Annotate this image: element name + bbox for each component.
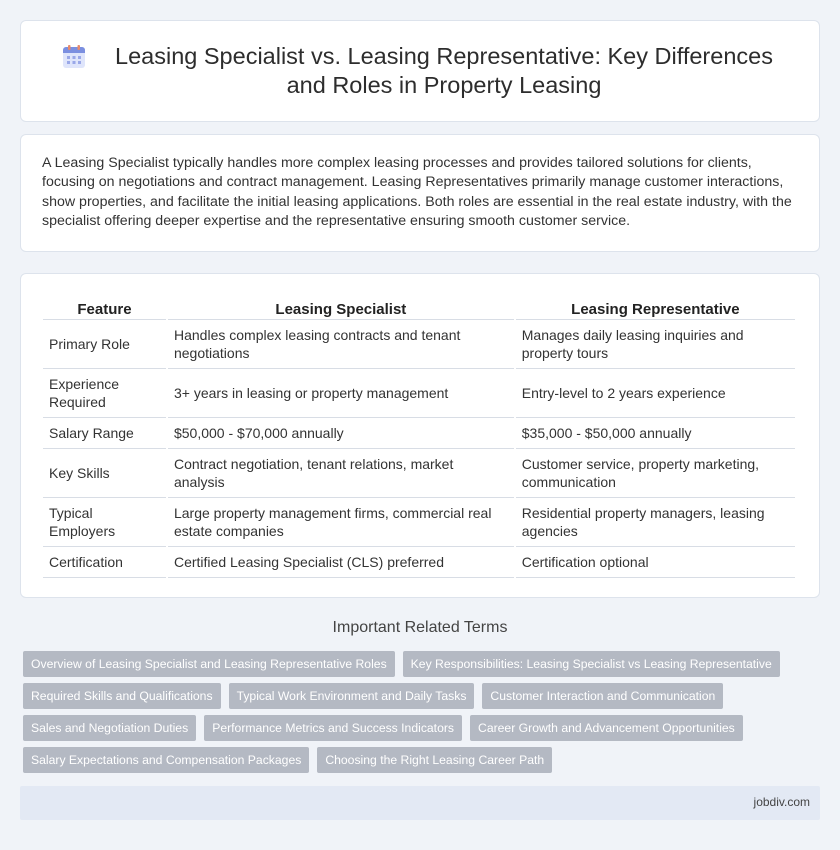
table-row xyxy=(43,449,795,498)
related-term-tag[interactable]: Sales and Negotiation Duties xyxy=(23,715,196,741)
related-term-tag[interactable]: Performance Metrics and Success Indicators xyxy=(204,715,462,741)
row-representative-value: Certification optional xyxy=(516,547,795,578)
row-feature: Typical Employers xyxy=(43,498,166,547)
related-term-tag[interactable]: Salary Expectations and Compensation Packages xyxy=(23,747,309,773)
row-feature: Certification xyxy=(43,547,166,578)
row-representative-value: Customer service, property marketing, communication xyxy=(516,449,795,498)
related-term-tag[interactable]: Typical Work Environment and Daily Tasks xyxy=(229,683,475,709)
row-feature: Primary Role xyxy=(43,320,166,369)
table-row xyxy=(43,320,795,369)
row-feature: Salary Range xyxy=(43,418,166,449)
footer-site-link[interactable]: jobdiv.com xyxy=(753,795,810,809)
related-term-tag[interactable]: Career Growth and Advancement Opportunities xyxy=(470,715,743,741)
header-leasing-representative: Leasing Representative xyxy=(516,296,795,320)
intro-paragraph: A Leasing Specialist typically handles more complex leasing processes and provides tailored solutions for clients, focusing on negotiations and contract management. Leasing Representatives primarily manage customer interactions, show properties, and facilitate the initial leasing applications. Both roles are essential in the real estate industry, with the specialist offering deeper expertise and the representative ensuring smooth customer service. xyxy=(42,155,792,229)
comparison-table xyxy=(41,296,797,578)
related-terms-list xyxy=(23,651,823,773)
related-term-tag[interactable]: Key Responsibilities: Leasing Specialist vs Leasing Representative xyxy=(403,651,780,677)
row-specialist-value: Certified Leasing Specialist (CLS) preferred xyxy=(168,547,514,578)
table-row xyxy=(43,418,795,449)
row-feature: Key Skills xyxy=(43,449,166,498)
header-card xyxy=(20,20,820,122)
row-specialist-value: 3+ years in leasing or property management xyxy=(168,369,514,418)
related-term-tag[interactable]: Overview of Leasing Specialist and Leasing Representative Roles xyxy=(23,651,395,677)
table-row xyxy=(43,369,795,418)
related-term-tag[interactable]: Choosing the Right Leasing Career Path xyxy=(317,747,552,773)
table-row xyxy=(43,498,795,547)
row-feature: Experience Required xyxy=(43,369,166,418)
related-terms-heading: Important Related Terms xyxy=(332,619,508,636)
related-term-tag[interactable]: Customer Interaction and Communication xyxy=(482,683,723,709)
header-feature: Feature xyxy=(43,296,166,320)
row-specialist-value: $50,000 - $70,000 annually xyxy=(168,418,514,449)
row-representative-value: Residential property managers, leasing agencies xyxy=(516,498,795,547)
row-representative-value: Entry-level to 2 years experience xyxy=(516,369,795,418)
row-representative-value: Manages daily leasing inquiries and property tours xyxy=(516,320,795,369)
row-specialist-value: Contract negotiation, tenant relations, market analysis xyxy=(168,449,514,498)
table-row xyxy=(43,547,795,578)
row-representative-value: $35,000 - $50,000 annually xyxy=(516,418,795,449)
comparison-table-card xyxy=(20,273,820,598)
page-title: Leasing Specialist vs. Leasing Representative: Key Differences and Roles in Property Leasing xyxy=(115,43,773,98)
intro-card xyxy=(20,134,820,252)
calendar-icon xyxy=(61,44,87,70)
header-leasing-specialist: Leasing Specialist xyxy=(168,296,514,320)
table-header-row xyxy=(43,296,795,320)
footer-bar xyxy=(20,786,820,820)
row-specialist-value: Large property management firms, commercial real estate companies xyxy=(168,498,514,547)
row-specialist-value: Handles complex leasing contracts and tenant negotiations xyxy=(168,320,514,369)
related-term-tag[interactable]: Required Skills and Qualifications xyxy=(23,683,221,709)
